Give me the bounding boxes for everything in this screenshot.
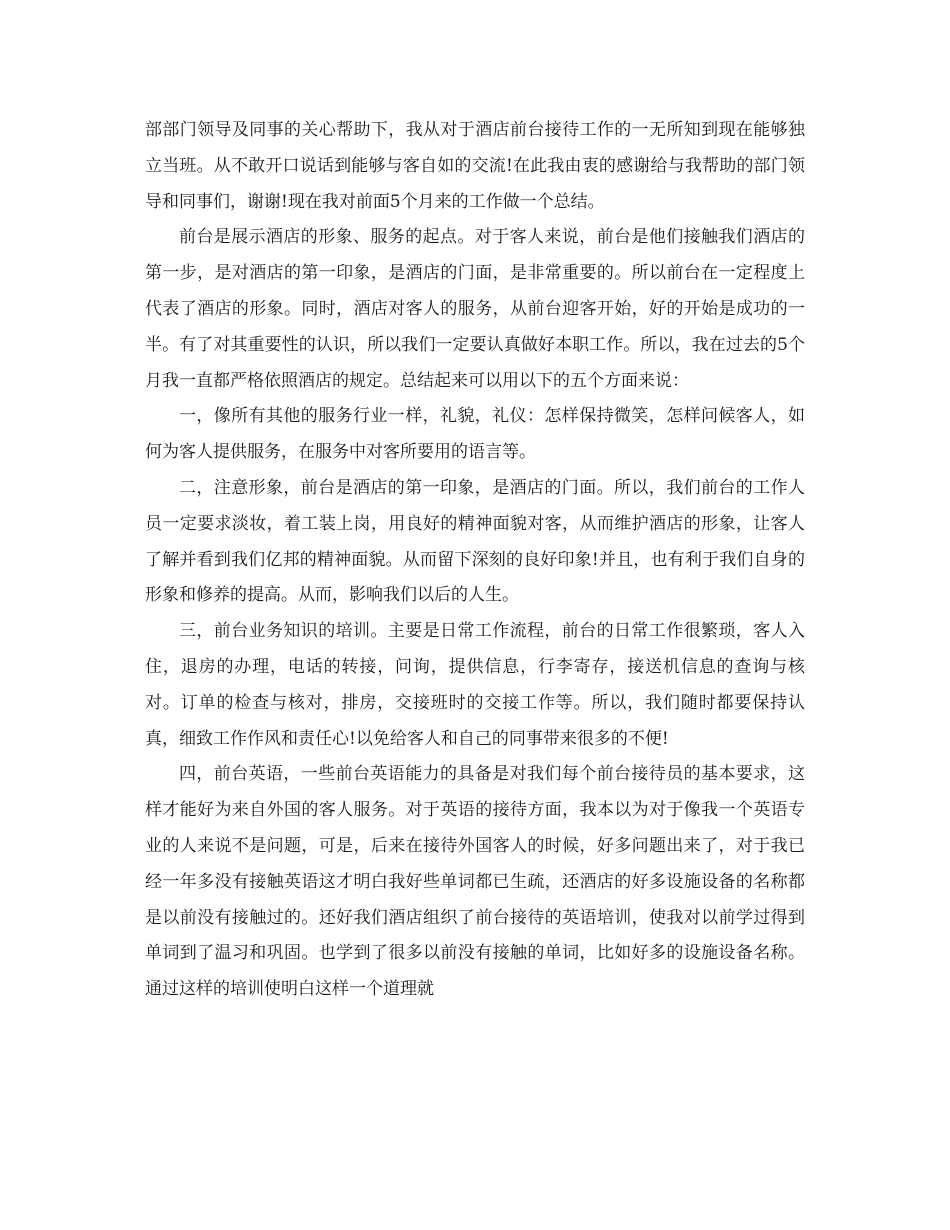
paragraph-3: 二，注意形象，前台是酒店的第一印象，是酒店的门面。所以，我们前台的工作人员一定要求淡妆，着工装上岗，用良好的精神面貌对客，从而维护酒店的形象，让客人了解并看到我们亿邦的精神面貌。从而留下深刻的良好印象!并且，也有利于我们自身的形象和修养的提高。从而，影响我们以后的人生。 [145,477,805,606]
paragraph-0: 部部门领导及同事的关心帮助下，我从对于酒店前台接待工作的一无所知到现在能够独立当班。从不敢开口说话到能够与客自如的交流!在此我由衷的感谢给与我帮助的部门领导和同事们，谢谢!现在我对前面5个月来的工作做一个总结。 [145,120,805,212]
paragraph-2: 一，像所有其他的服务行业一样，礼貌，礼仪：怎样保持微笑，怎样问候客人，如何为客人提供服务，在服务中对客所要用的语言等。 [145,406,805,463]
document-body [145,113,805,1008]
paragraph-1: 前台是展示酒店的形象、服务的起点。对于客人来说，前台是他们接触我们酒店的第一步，是对酒店的第一印象，是酒店的门面，是非常重要的。所以前台在一定程度上代表了酒店的形象。同时，酒店对客人的服务，从前台迎客开始，好的开始是成功的一半。有了对其重要性的认识，所以我们一定要认真做好本职工作。所以，我在过去的5个月我一直都严格依照酒店的规定。总结起来可以用以下的五个方面来说： [145,227,805,391]
paragraph-5: 四，前台英语，一些前台英语能力的具备是对我们每个前台接待员的基本要求，这样才能好为来自外国的客人服务。对于英语的接待方面，我本以为对于像我一个英语专业的人来说不是问题，可是，后来在接待外国客人的时候，好多问题出来了，对于我已经一年多没有接触英语这才明白我好些单词都已生疏，还酒店的好多设施设备的名称都是以前没有接触过的。还好我们酒店组织了前台接待的英语培训，使我对以前学过得到单词到了温习和巩固。也学到了很多以前没有接触的单词，比如好多的设施设备名称。通过这样的培训使明白这样一个道理就 [145,764,805,1000]
paragraph-4: 三，前台业务知识的培训。主要是日常工作流程，前台的日常工作很繁琐，客人入住，退房的办理，电话的转接，问询，提供信息，行李寄存，接送机信息的查询与核对。订单的检查与核对，排房，交接班时的交接工作等。所以，我们随时都要保持认真，细致工作作风和责任心!以免给客人和自己的同事带来很多的不便! [145,621,805,749]
